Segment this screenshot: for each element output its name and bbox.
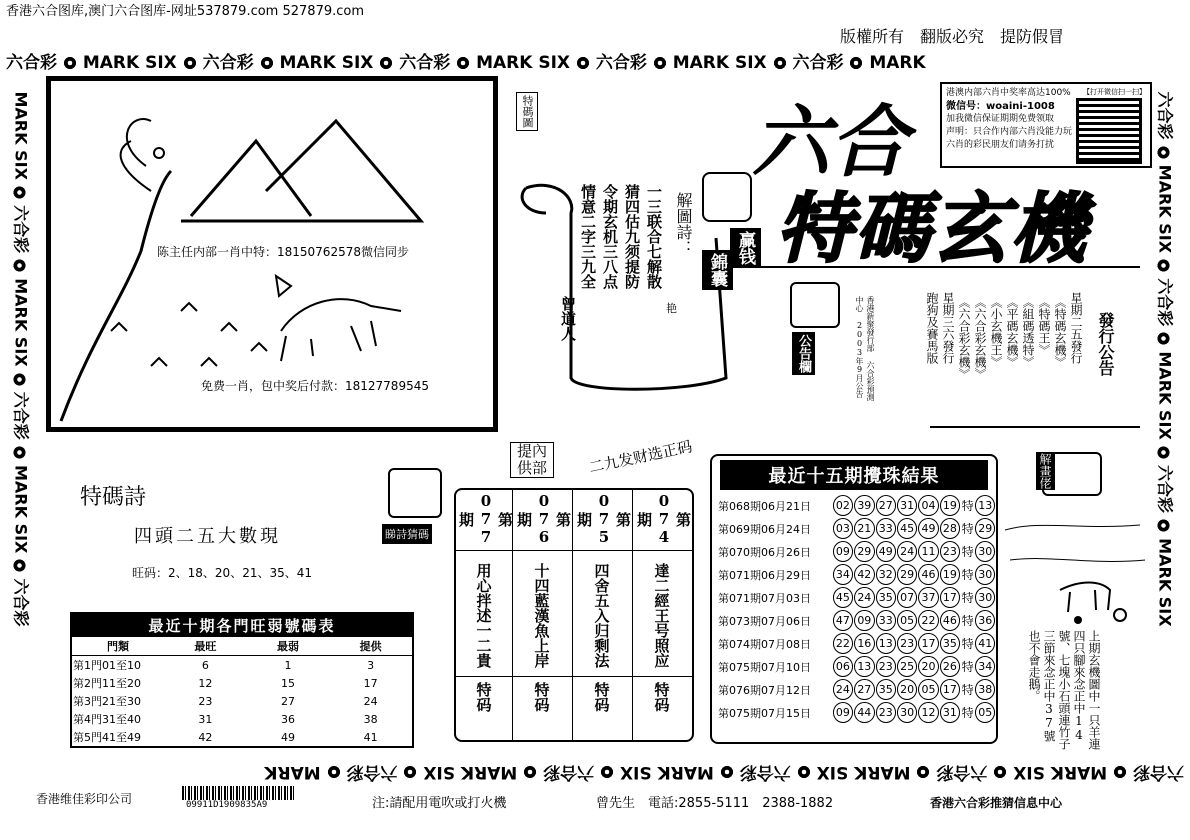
special-label: 特 <box>961 614 974 628</box>
results-box <box>710 454 998 744</box>
border-brand: 六合彩 <box>11 205 31 254</box>
border-brand: 六合彩 <box>936 762 988 782</box>
notice-divider <box>930 426 1140 428</box>
prediction-issue: 第074期 <box>635 492 692 546</box>
result-label: 第074期07月08日 <box>718 637 811 651</box>
barcode-number: 09911D1909835A9 <box>186 800 268 810</box>
fist-icon <box>702 172 752 222</box>
stats-label: 第2門11至20 <box>73 677 141 690</box>
notice-line-2: 《特碼玄機》 <box>1053 296 1067 368</box>
result-number: 24 <box>897 541 917 562</box>
lucky-numbers <box>132 564 312 581</box>
picture-tag: 特碼圖 <box>516 92 538 131</box>
stats-given: 3 <box>367 658 375 672</box>
border-brand: 六合彩 <box>6 53 57 73</box>
notice-line-10: 跑狗及賽馬版 <box>925 292 939 364</box>
border-brand: 六合彩 <box>1155 278 1175 327</box>
border-brand: 六合彩 <box>202 53 254 73</box>
result-label: 第068期06月21日 <box>718 499 811 513</box>
result-number: 44 <box>854 702 874 723</box>
prediction-tail: 特码 <box>652 682 671 712</box>
result-number: 09 <box>833 541 853 562</box>
flower-icon <box>1157 445 1171 459</box>
result-row <box>718 586 996 609</box>
flower-icon <box>916 765 930 779</box>
special-label: 特 <box>961 568 974 582</box>
result-row <box>718 609 996 632</box>
flower-icon <box>13 445 27 459</box>
flower-icon <box>576 56 590 70</box>
stats-given: 24 <box>363 694 378 708</box>
border-brand: 六合彩 <box>1155 464 1175 513</box>
stats-label: 第5門41至49 <box>73 731 141 744</box>
flower-icon <box>379 56 393 70</box>
result-number: 45 <box>833 587 853 608</box>
flower-icon <box>1157 145 1171 159</box>
result-number: 22 <box>833 633 853 654</box>
result-number: 29 <box>897 564 917 585</box>
special-number: 30 <box>975 587 995 608</box>
prediction-issue: 第075期 <box>575 492 632 546</box>
result-number: 20 <box>918 656 938 677</box>
stats-row <box>72 656 412 675</box>
qr-code-icon <box>1076 98 1142 164</box>
poem-verse: 四頭二五大數現 <box>134 526 281 547</box>
wechat-ad-box <box>940 82 1152 168</box>
result-number: 20 <box>897 679 917 700</box>
flower-icon <box>1157 519 1171 533</box>
stats-label: 第4門31至40 <box>73 713 141 726</box>
prediction-text: 達二經王号照应 <box>652 562 671 668</box>
special-label: 特 <box>961 683 974 697</box>
stats-hot: 42 <box>198 730 213 744</box>
result-row <box>718 632 996 655</box>
stats-header: 最旺 <box>194 640 217 653</box>
result-number: 34 <box>833 564 853 585</box>
result-row <box>718 678 996 701</box>
right-border-strip <box>1155 92 1178 732</box>
result-number: 27 <box>876 495 896 516</box>
results-title: 最近十五期攪珠結果 <box>720 460 988 490</box>
result-number: 30 <box>897 702 917 723</box>
result-label: 第076期07月12日 <box>718 683 811 697</box>
prediction-col-077 <box>456 488 512 712</box>
special-label: 特 <box>961 637 974 651</box>
notice-sub: 香港新聚發行部 六合彩預測中心 2003年9月公告 <box>855 296 875 401</box>
provided-badge: 提內供部 <box>510 442 554 478</box>
border-mark-six: MARK SIX <box>11 91 31 180</box>
result-label: 第069期06月24日 <box>718 522 811 536</box>
result-number: 39 <box>854 495 874 516</box>
flower-icon <box>13 259 27 273</box>
prediction-col-074 <box>634 488 690 712</box>
result-number: 06 <box>833 656 853 677</box>
barcode-icon <box>182 786 294 800</box>
title-big: 特碼玄機 <box>776 184 1088 273</box>
explain-text: 上期玄機圖中一只羊連四只腳來念正中14號、七塊小石頭連竹子三節來念正中37號也不會走鵝。 <box>1027 630 1101 750</box>
border-mark-six: MARK SIX <box>672 53 767 73</box>
border-mark-six: MARK SIX <box>476 53 571 73</box>
flower-icon <box>1157 332 1171 346</box>
result-number: 22 <box>918 610 938 631</box>
border-brand: 六合彩 <box>11 578 31 627</box>
border-brand: 六合彩 <box>346 762 398 782</box>
win-money-badge: 赢钱 <box>730 228 761 268</box>
result-number: 23 <box>897 633 917 654</box>
flower-icon <box>327 765 341 779</box>
copyright-header: 版權所有 翻版必究 提防假冒 <box>840 27 1065 46</box>
contact-line-2: 免费一肖，包中奖后付款：18127789545 <box>201 379 429 393</box>
border-mark-six: MARK SIX <box>1155 351 1175 440</box>
poem-note: 艳 <box>666 302 677 315</box>
result-number: 46 <box>918 564 938 585</box>
border-brand: 六合彩 <box>1155 91 1175 140</box>
result-number: 35 <box>876 587 896 608</box>
result-number: 13 <box>876 633 896 654</box>
result-number: 37 <box>918 587 938 608</box>
stats-header: 門類 <box>107 640 129 653</box>
prediction-text: 十四藍漢魚上岸 <box>532 562 551 668</box>
result-number: 19 <box>940 564 960 585</box>
special-number: 13 <box>975 495 995 516</box>
ad-line-2: 微信号：woaini-1008 <box>946 101 1055 112</box>
stats-cold: 1 <box>284 658 292 672</box>
stats-hot: 23 <box>198 694 213 708</box>
special-number: 29 <box>975 518 995 539</box>
flower-icon <box>456 56 470 70</box>
result-number: 23 <box>876 656 896 677</box>
result-number: 29 <box>854 541 874 562</box>
ad-line-3: 加我微信保证期期免费领取 <box>946 114 1055 124</box>
result-number: 27 <box>854 679 874 700</box>
result-number: 11 <box>918 541 938 562</box>
notice-line-4: 《組碼透特》 <box>1021 296 1035 368</box>
flower-icon <box>403 765 417 779</box>
lucky-values: 2、18、20、21、35、41 <box>168 566 312 580</box>
title-divider <box>756 266 1140 268</box>
stats-given: 41 <box>363 730 378 744</box>
result-row <box>718 655 996 678</box>
notice-line-1: 星期二五發行 <box>1069 292 1083 364</box>
border-mark-six: MARK SIX <box>816 762 911 782</box>
title-small: 六合 <box>752 98 909 188</box>
result-number: 19 <box>940 495 960 516</box>
goat-illustration <box>1000 500 1150 630</box>
poem-section-title: 特碼詩 <box>80 485 147 510</box>
border-brand: 六合彩 <box>739 762 791 782</box>
result-number: 33 <box>876 610 896 631</box>
watermark-text: 香港六合图库,澳门六合图库-网址537879.com 527879.com <box>6 4 365 19</box>
special-number: 36 <box>975 610 995 631</box>
stats-hot: 12 <box>198 676 213 690</box>
flower-icon <box>773 56 787 70</box>
stats-row <box>72 728 412 746</box>
border-mark: MARK <box>264 762 321 782</box>
notice-line-8: 《六合彩玄機》 <box>957 296 971 380</box>
prediction-tail: 特码 <box>532 682 551 712</box>
result-row <box>718 517 996 540</box>
prediction-col-075 <box>574 488 630 712</box>
result-label: 第075期07月15日 <box>718 706 811 720</box>
border-mark-six: MARK SIX <box>1013 762 1108 782</box>
announce-badge: 公告欄 <box>792 332 815 375</box>
qr-caption: 【打开微信扫一扫】 <box>1083 88 1146 96</box>
border-brand: 六合彩 <box>792 53 844 73</box>
special-label: 特 <box>961 591 974 605</box>
border-brand: 六合彩 <box>1133 762 1184 782</box>
flower-icon <box>1157 259 1171 273</box>
result-number: 17 <box>918 633 938 654</box>
result-number: 35 <box>940 633 960 654</box>
curve-text: 二九发财选正码 <box>587 437 694 477</box>
notice-line-9: 星期三六發行 <box>941 292 955 364</box>
stats-table <box>70 612 414 748</box>
result-number: 12 <box>918 702 938 723</box>
stats-cold: 49 <box>280 730 295 744</box>
notice-title: 發行公告 <box>1096 312 1115 376</box>
result-row <box>718 494 996 517</box>
flower-icon <box>653 56 667 70</box>
result-number: 49 <box>918 518 938 539</box>
lucky-label: 旺码： <box>132 566 169 580</box>
ad-line-4: 声明：只合作内部六肖没能力玩六肖的彩民朋友们请务打扰 <box>946 127 1073 150</box>
result-number: 49 <box>876 541 896 562</box>
result-number: 07 <box>897 587 917 608</box>
border-mark-six: MARK SIX <box>1155 164 1175 254</box>
result-row <box>718 540 996 563</box>
result-number: 17 <box>940 679 960 700</box>
flower-icon <box>797 765 811 779</box>
result-number: 32 <box>876 564 896 585</box>
result-number: 31 <box>940 702 960 723</box>
result-number: 05 <box>918 679 938 700</box>
result-number: 04 <box>918 495 938 516</box>
stats-header-row <box>72 637 412 656</box>
footer-printer: 香港维佳彩印公司 <box>36 792 133 806</box>
watch-poem-badge: 睇詩猜碼 <box>382 524 432 544</box>
prediction-tail: 特码 <box>474 682 493 712</box>
stats-label: 第3門21至30 <box>73 695 141 708</box>
notice-line-3: 《特碼王》 <box>1037 296 1051 356</box>
flower-icon <box>13 559 27 573</box>
prediction-issue: 第077期 <box>457 492 514 546</box>
prediction-issue: 第076期 <box>515 492 572 546</box>
notice-line-5: 《平碼玄機》 <box>1005 296 1019 368</box>
notice-section <box>842 282 1142 412</box>
result-number: 13 <box>854 656 874 677</box>
special-number: 34 <box>975 656 995 677</box>
border-mark-six: MARK SIX <box>11 278 31 367</box>
notice-line-7: 《六合彩玄機》 <box>973 296 987 380</box>
stats-header: 最弱 <box>276 640 299 653</box>
top-border-strip <box>6 48 1184 73</box>
brocade-badge: 錦囊 <box>702 250 733 290</box>
stats-given: 17 <box>363 676 378 690</box>
poem-line-1: 一三联合七解散 <box>645 184 663 289</box>
stats-cold: 27 <box>280 694 295 708</box>
result-number: 02 <box>833 495 853 516</box>
border-mark-six: MARK SIX <box>423 762 518 782</box>
special-number: 38 <box>975 679 995 700</box>
border-mark-six: MARK SIX <box>279 53 374 73</box>
flower-icon <box>720 765 734 779</box>
horn-icon <box>790 282 840 328</box>
result-number: 09 <box>854 610 874 631</box>
flower-icon <box>183 56 197 70</box>
result-number: 42 <box>854 564 874 585</box>
stats-cold: 15 <box>280 676 295 690</box>
special-label: 特 <box>961 706 974 720</box>
border-mark-six: MARK SIX <box>1155 538 1175 627</box>
border-mark-six: MARK SIX <box>11 464 31 554</box>
notice-line-6: 《小玄機王》 <box>989 296 1003 368</box>
result-number: 24 <box>854 587 874 608</box>
stats-label: 第1門01至10 <box>73 659 141 672</box>
result-number: 47 <box>833 610 853 631</box>
special-number: 05 <box>975 702 995 723</box>
result-number: 03 <box>833 518 853 539</box>
border-mark: MARK <box>869 53 926 73</box>
result-number: 28 <box>940 518 960 539</box>
flower-icon <box>63 56 77 70</box>
footer-note: 注:請配用電吹或打火機 <box>372 796 507 811</box>
flower-icon <box>849 56 863 70</box>
poem-title: 解圖詩： <box>674 192 693 256</box>
result-number: 45 <box>897 518 917 539</box>
contact-line-1: 陈主任内部一肖中特：18150762578微信同步 <box>157 245 409 259</box>
border-mark-six: MARK SIX <box>82 53 177 73</box>
result-number: 23 <box>876 702 896 723</box>
result-label: 第075期07月10日 <box>718 660 811 674</box>
poem-line-4: 情意二字三九全 <box>579 184 597 289</box>
poem-author: 曾道人 <box>559 296 577 341</box>
flower-icon <box>600 765 614 779</box>
result-number: 16 <box>854 633 874 654</box>
result-number: 25 <box>897 656 917 677</box>
border-mark-six: MARK SIX <box>619 762 714 782</box>
result-number: 17 <box>940 587 960 608</box>
special-label: 特 <box>961 545 974 559</box>
border-brand: 六合彩 <box>595 53 647 73</box>
result-number: 21 <box>854 518 874 539</box>
flower-icon <box>993 765 1007 779</box>
result-number: 33 <box>876 518 896 539</box>
result-label: 第070期06月26日 <box>718 545 811 559</box>
stats-header: 提供 <box>359 640 382 653</box>
poem-line-3: 令期玄机三八点 <box>601 184 619 289</box>
result-label: 第071期06月29日 <box>718 568 811 582</box>
border-brand: 六合彩 <box>399 53 451 73</box>
stats-given: 38 <box>363 712 378 726</box>
poem-line-2: 猜四估九须提防 <box>623 184 641 289</box>
footer-contact: 曾先生 電話:2855-5111 2388-1882 <box>596 796 834 811</box>
bottom-border-strip <box>6 762 1184 787</box>
result-number: 35 <box>876 679 896 700</box>
stats-row <box>72 692 412 710</box>
result-label: 第071期07月03日 <box>718 591 811 605</box>
prediction-tail: 特码 <box>592 682 611 712</box>
result-number: 46 <box>940 610 960 631</box>
prediction-col-076 <box>514 488 570 712</box>
results-rows <box>712 494 996 724</box>
result-number: 26 <box>940 656 960 677</box>
stats-hot: 31 <box>198 712 213 726</box>
result-row <box>718 701 996 724</box>
border-brand: 六合彩 <box>543 762 595 782</box>
puzzle-picture-frame <box>46 76 498 432</box>
result-number: 24 <box>833 679 853 700</box>
result-number: 05 <box>897 610 917 631</box>
special-label: 特 <box>961 660 974 674</box>
stats-cold: 36 <box>280 712 295 726</box>
special-number: 41 <box>975 633 995 654</box>
special-number: 30 <box>975 564 995 585</box>
special-label: 特 <box>961 522 974 536</box>
stats-row <box>72 710 412 728</box>
left-border-strip <box>11 92 34 732</box>
prediction-text: 用心拌述一二貴 <box>474 562 493 668</box>
special-label: 特 <box>961 499 974 513</box>
stats-hot: 6 <box>201 658 209 672</box>
border-brand: 六合彩 <box>11 391 31 440</box>
flower-icon <box>13 372 27 386</box>
result-number: 31 <box>897 495 917 516</box>
explain-badge: 解畫佬 <box>1036 452 1055 490</box>
ad-line-1: 港澳内部六肖中奖率高达100% <box>946 88 1071 98</box>
result-number: 23 <box>940 541 960 562</box>
result-row <box>718 563 996 586</box>
special-number: 30 <box>975 541 995 562</box>
flower-icon <box>13 185 27 199</box>
flower-icon <box>260 56 274 70</box>
flower-icon <box>523 765 537 779</box>
stats-row <box>72 674 412 692</box>
result-label: 第073期07月06日 <box>718 614 811 628</box>
prediction-text: 四舍五入归剩法 <box>592 562 611 668</box>
flower-icon <box>1113 765 1127 779</box>
stats-title: 最近十期各門旺弱號碼表 <box>72 614 412 637</box>
hand-pen-icon <box>388 468 442 518</box>
result-number: 09 <box>833 702 853 723</box>
footer-center: 香港六合彩推猜信息中心 <box>930 796 1063 810</box>
